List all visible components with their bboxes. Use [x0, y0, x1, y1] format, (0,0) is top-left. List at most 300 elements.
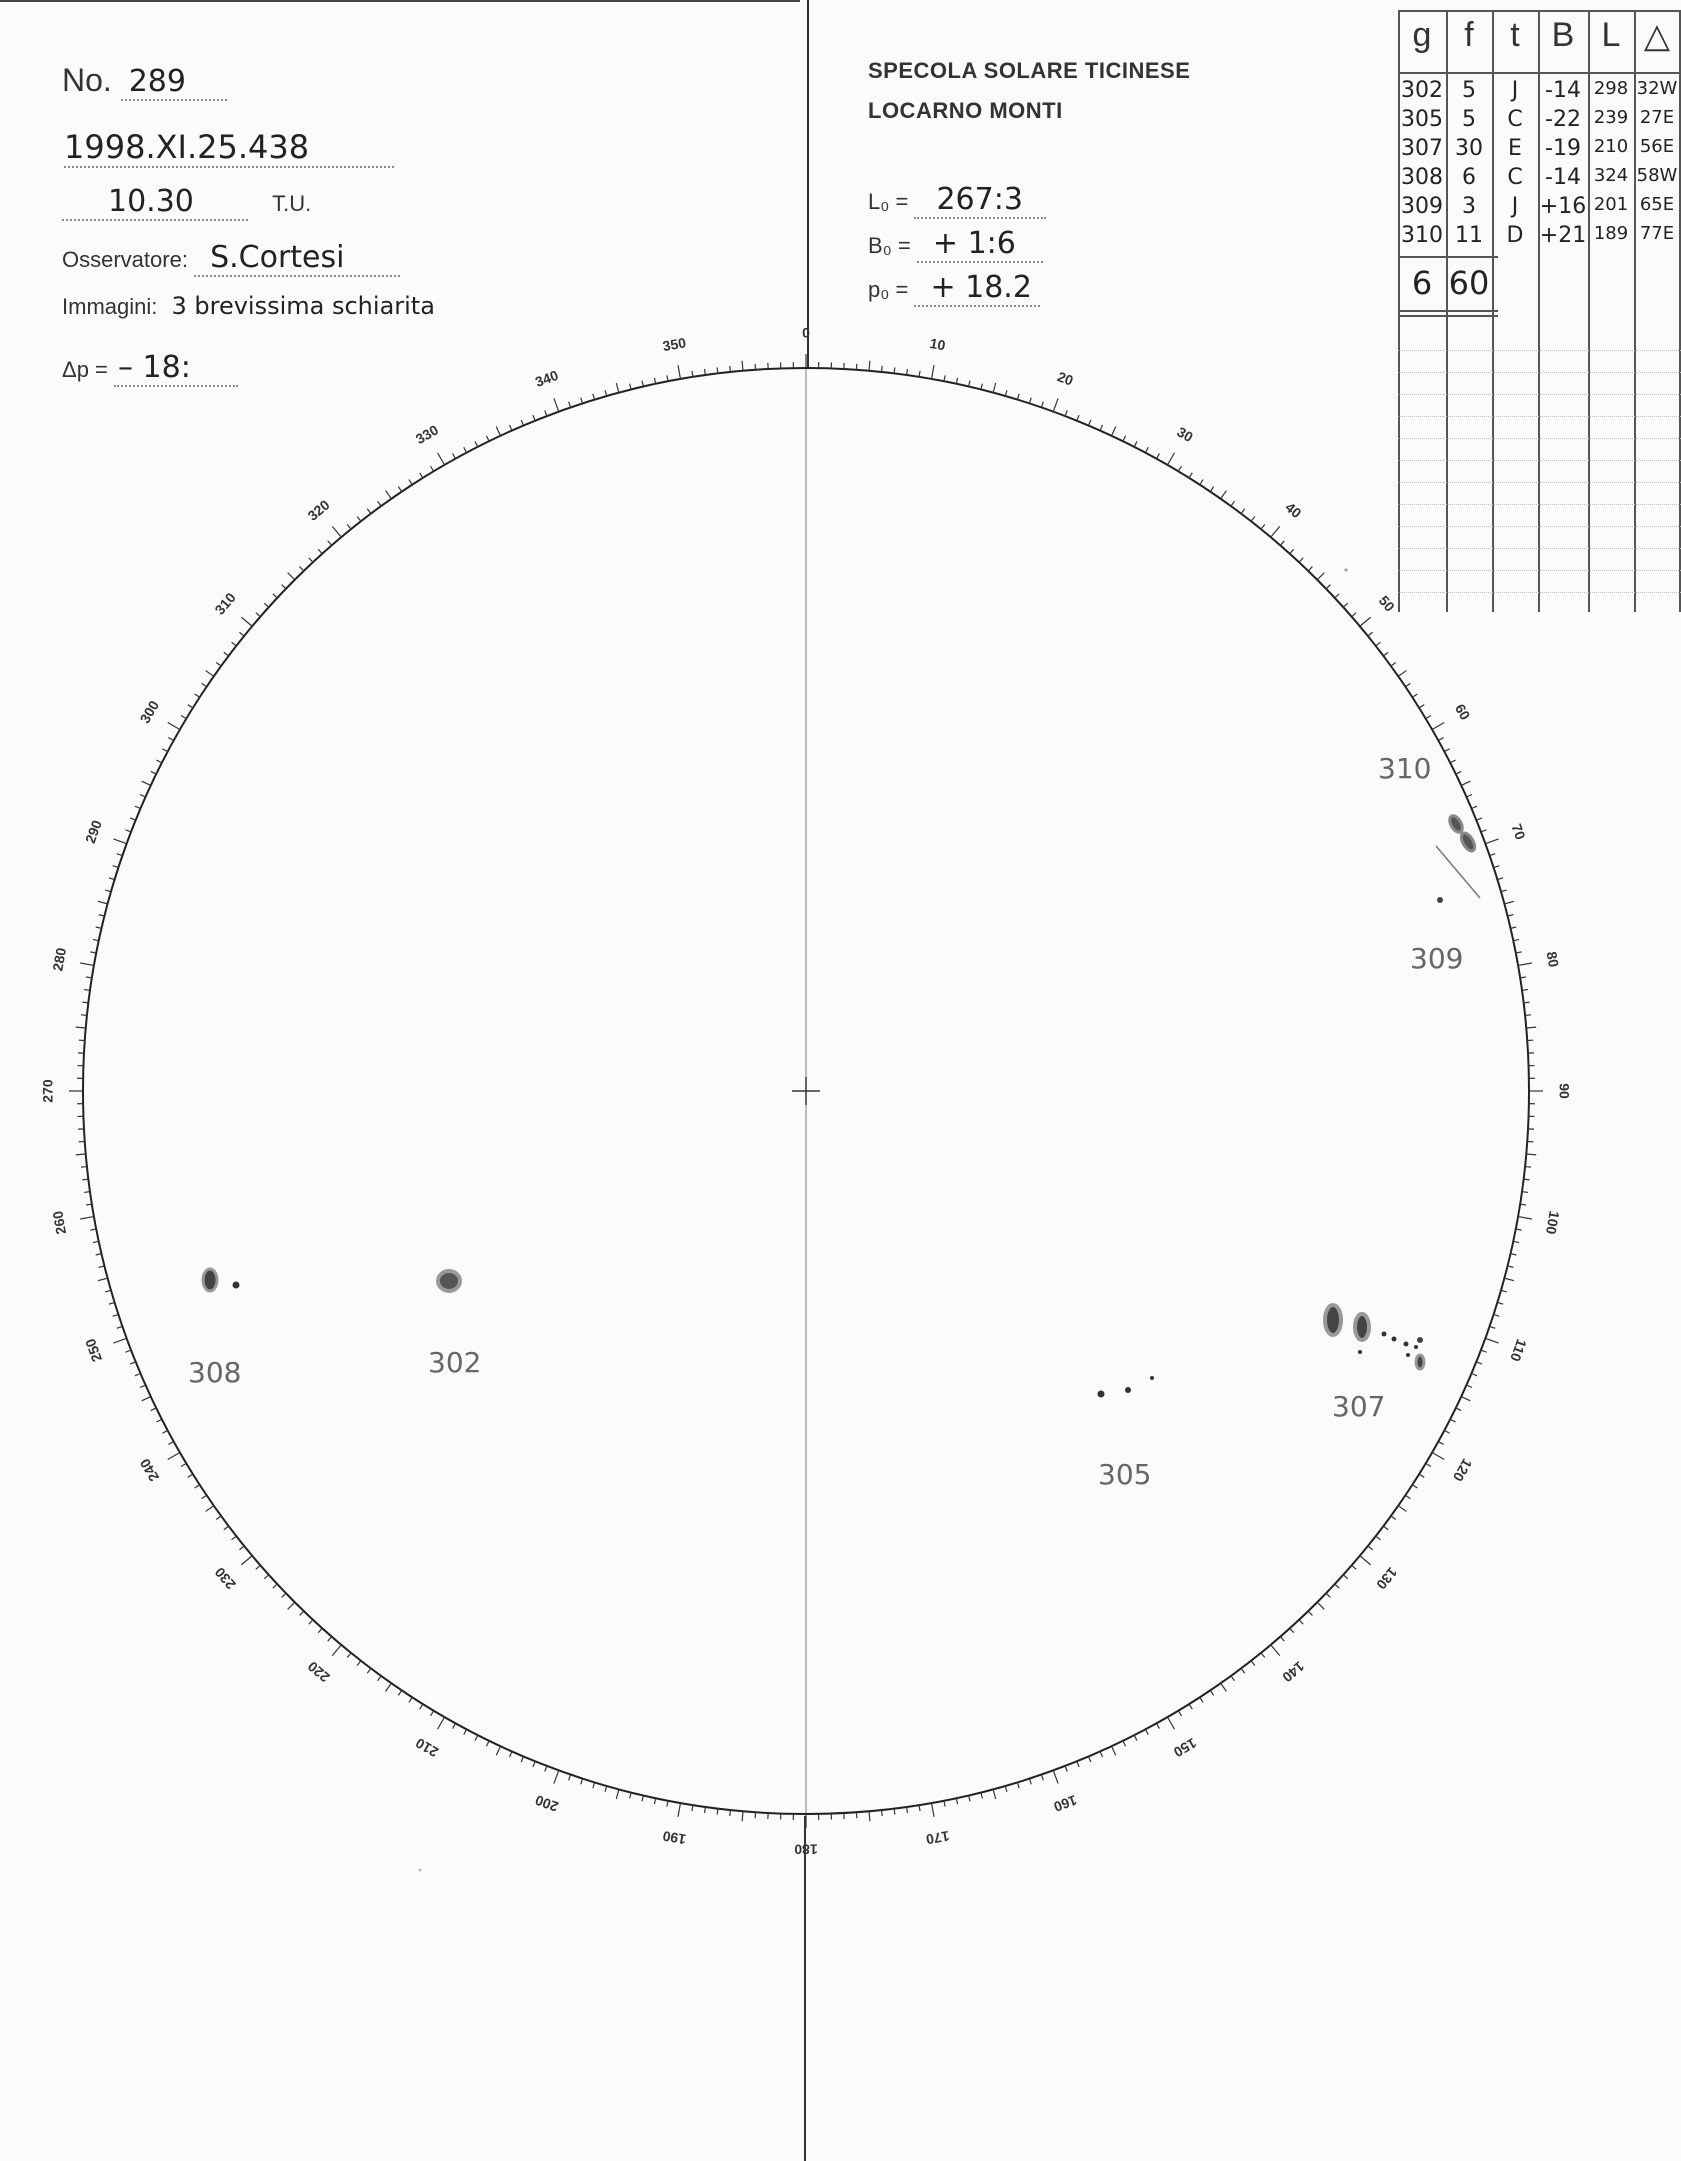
degree-tick: [328, 541, 332, 546]
degree-tick: [1326, 1593, 1330, 1597]
degree-tick: [1100, 425, 1102, 430]
degree-tick: [206, 671, 214, 677]
degree-tick: [981, 1793, 982, 1799]
degree-tick: [869, 361, 870, 371]
degree-tick: [206, 1506, 214, 1512]
degree-tick: [569, 402, 571, 408]
degree-tick: [969, 381, 970, 387]
degree-tick: [581, 1779, 583, 1785]
degree-tick: [1168, 453, 1175, 465]
degree-tick: [1450, 1419, 1455, 1422]
degree-tick: [1251, 517, 1255, 522]
degree-tick: [1065, 1766, 1067, 1772]
degree-tick: [1271, 526, 1280, 537]
degree-label: 120: [1449, 1456, 1476, 1485]
degree-tick: [1508, 1266, 1514, 1267]
degree-tick: [332, 1645, 341, 1656]
degree-tick: [386, 1683, 392, 1691]
degree-tick: [1178, 1711, 1181, 1716]
table-cell: +21: [1539, 223, 1587, 248]
degree-label: 190: [661, 1827, 688, 1848]
table-cell: 310: [1401, 223, 1443, 248]
group-label-309: 309: [1410, 942, 1464, 975]
col-header-L: L: [1601, 16, 1621, 54]
degree-label: 230: [211, 1564, 239, 1593]
degree-tick: [195, 694, 200, 697]
degree-tick: [109, 1302, 115, 1304]
degree-tick: [1419, 1474, 1424, 1477]
degree-tick: [1088, 420, 1090, 426]
degree-tick: [1145, 447, 1148, 452]
degree-tick: [616, 383, 619, 393]
degree-tick: [1501, 890, 1507, 892]
degree-tick: [742, 361, 743, 371]
degree-tick: [605, 1786, 607, 1792]
L0-value: 267:3: [914, 182, 1046, 219]
degree-tick: [1520, 1204, 1526, 1205]
degree-tick: [593, 394, 595, 400]
degree-tick: [521, 1757, 523, 1763]
table-top-line: [1398, 10, 1681, 12]
degree-tick: [1490, 1326, 1496, 1328]
degree-tick: [1241, 1668, 1245, 1673]
degree-tick: [202, 1495, 207, 1498]
dp-value: – 18:: [114, 350, 238, 387]
degree-tick: [1426, 1463, 1431, 1466]
degree-tick: [956, 378, 957, 384]
degree-tick: [1456, 771, 1461, 774]
degree-tick: [168, 1442, 173, 1445]
degree-tick: [239, 1546, 244, 1550]
degree-label: 290: [81, 817, 105, 846]
degree-tick: [93, 1241, 99, 1242]
table-cell: -14: [1545, 78, 1581, 103]
degree-tick: [188, 705, 193, 708]
degree-tick: [642, 381, 643, 387]
degree-tick: [1494, 866, 1500, 868]
degree-tick: [438, 453, 445, 465]
degree-tick: [1525, 1015, 1531, 1016]
degree-tick: [81, 1167, 87, 1168]
degree-tick: [76, 1027, 86, 1028]
degree-tick: [1112, 427, 1116, 436]
degree-tick: [84, 990, 90, 991]
degree-tick: [1522, 990, 1528, 991]
totals-line-top: [1398, 256, 1498, 258]
degree-tick: [932, 365, 934, 379]
degree-tick: [431, 466, 434, 471]
degree-tick: [1134, 1735, 1137, 1740]
degree-tick: [130, 1362, 136, 1364]
degree-tick: [1398, 671, 1406, 677]
degree-label: 160: [1051, 1792, 1080, 1816]
degree-tick: [98, 901, 108, 904]
degree-tick: [509, 1751, 511, 1756]
degree-tick: [1041, 402, 1043, 408]
degree-label: 330: [412, 421, 441, 448]
degree-tick: [509, 425, 511, 430]
degree-tick: [654, 378, 655, 384]
degree-tick: [1481, 830, 1487, 832]
degree-tick: [692, 371, 693, 377]
degree-tick: [1508, 915, 1514, 916]
degree-tick: [357, 517, 361, 522]
degree-tick: [1526, 1027, 1536, 1028]
degree-tick: [117, 854, 123, 856]
degree-tick: [453, 453, 456, 458]
col-header-t: t: [1510, 16, 1520, 54]
degree-tick: [1391, 1516, 1396, 1520]
table-cell: -22: [1545, 107, 1581, 132]
degree-tick: [496, 427, 500, 436]
table-cell: 239: [1593, 107, 1629, 128]
degree-tick: [256, 613, 261, 617]
degree-label: 100: [1542, 1209, 1563, 1236]
degree-tick: [135, 1373, 141, 1375]
degree-tick: [1077, 415, 1079, 421]
degree-tick: [1065, 410, 1067, 416]
degree-tick: [1472, 1373, 1478, 1375]
table-col-line: [1588, 10, 1590, 612]
degree-tick: [273, 1584, 277, 1588]
degree-tick: [156, 760, 161, 763]
table-cell: 307: [1401, 136, 1443, 161]
degree-tick: [140, 1385, 145, 1387]
degree-tick: [1053, 1770, 1058, 1783]
degree-tick: [318, 549, 322, 553]
degree-label: 70: [1508, 821, 1529, 842]
degree-tick: [202, 683, 207, 686]
degree-tick: [1526, 1154, 1536, 1155]
sunspot-groups-table: [1398, 10, 1681, 612]
table-empty-row-line: [1398, 350, 1681, 351]
table-cell: 189: [1593, 223, 1629, 244]
degree-tick: [431, 1711, 434, 1716]
faint-speck: [419, 1869, 422, 1872]
degree-tick: [1405, 1495, 1410, 1498]
degree-tick: [1383, 652, 1388, 656]
degree-tick: [1200, 1697, 1203, 1702]
degree-label: 280: [49, 946, 70, 973]
degree-label: 30: [1174, 423, 1196, 446]
degree-tick: [1343, 603, 1347, 607]
table-cell: 305: [1401, 107, 1443, 132]
degree-tick: [554, 398, 559, 411]
table-cell: J: [1511, 78, 1519, 103]
table-empty-row-line: [1398, 592, 1681, 593]
degree-tick: [125, 830, 131, 832]
degree-tick: [1299, 558, 1303, 562]
degree-tick: [554, 1770, 559, 1783]
p0-value: + 18.2: [914, 270, 1040, 307]
table-empty-row-line: [1398, 570, 1681, 571]
degree-tick: [1485, 839, 1498, 844]
degree-tick: [125, 1350, 131, 1352]
degree-tick: [195, 1485, 200, 1488]
degree-tick: [1335, 1584, 1339, 1588]
degree-tick: [1501, 1290, 1507, 1292]
table-cell: E: [1508, 136, 1522, 161]
degree-tick: [84, 1192, 90, 1193]
degree-tick: [1497, 1302, 1503, 1304]
degree-tick: [717, 367, 718, 373]
degree-tick: [241, 617, 252, 626]
degree-tick: [1112, 1746, 1116, 1755]
degree-tick: [140, 794, 145, 796]
degree-tick: [642, 1795, 643, 1801]
degree-tick: [438, 1717, 445, 1729]
degree-tick: [1520, 977, 1526, 978]
table-empty-row-line: [1398, 460, 1681, 461]
degree-tick: [944, 1801, 945, 1807]
degree-label: 60: [1451, 701, 1474, 723]
degree-tick: [882, 366, 883, 372]
degree-label: 90: [1556, 1083, 1573, 1099]
degree-tick: [521, 420, 523, 426]
degree-tick: [282, 1593, 286, 1597]
degree-tick: [288, 573, 295, 580]
degree-tick: [1494, 1314, 1500, 1316]
degree-tick: [1398, 1506, 1406, 1512]
degree-tick: [168, 738, 173, 741]
degree-tick: [113, 1314, 119, 1316]
degree-tick: [1017, 1782, 1019, 1788]
degree-tick: [1497, 878, 1503, 880]
degree-tick: [151, 771, 156, 774]
table-cell: 298: [1593, 78, 1629, 99]
degree-tick: [378, 501, 382, 506]
degree-tick: [1335, 594, 1339, 598]
degree-label: 200: [532, 1792, 561, 1816]
degree-tick: [1029, 1779, 1031, 1785]
degree-tick: [224, 652, 229, 656]
table-cell: C: [1507, 107, 1523, 132]
degree-tick: [162, 1430, 167, 1433]
degree-tick: [1518, 963, 1532, 965]
p0-label: p₀ =: [868, 277, 909, 302]
degree-tick: [533, 415, 535, 421]
table-cell: 58W: [1636, 165, 1678, 186]
degree-tick: [1326, 585, 1330, 589]
degree-tick: [1513, 1241, 1519, 1242]
degree-label: 50: [1375, 592, 1399, 615]
table-cell: 77E: [1639, 223, 1675, 244]
number-value: 289: [121, 64, 227, 101]
degree-tick: [282, 585, 286, 589]
sunspot-group-305: [1098, 1376, 1155, 1398]
degree-tick: [386, 491, 392, 499]
degree-tick: [630, 1793, 631, 1799]
degree-tick: [90, 1229, 96, 1230]
degree-tick: [113, 839, 126, 844]
degree-tick: [113, 1338, 126, 1343]
col-header-delta: △: [1643, 17, 1671, 55]
degree-tick: [409, 480, 412, 485]
number-label: No.: [62, 62, 112, 98]
degree-tick: [347, 524, 351, 529]
institute-location: LOCARNO MONTI: [868, 98, 1063, 123]
degree-tick: [907, 369, 908, 375]
degree-tick: [1466, 1385, 1471, 1387]
degree-label: 210: [412, 1734, 441, 1761]
degree-tick: [1317, 1602, 1324, 1609]
table-cell: 11: [1455, 223, 1483, 248]
degree-label: 40: [1282, 498, 1305, 522]
degree-tick: [1041, 1775, 1043, 1781]
degree-tick: [82, 1002, 88, 1003]
degree-tick: [93, 939, 99, 940]
degree-tick: [81, 1015, 87, 1016]
table-empty-row-line: [1398, 548, 1681, 549]
degree-tick: [969, 1795, 970, 1801]
degree-tick: [1189, 473, 1192, 478]
degree-tick: [328, 1637, 332, 1642]
degree-tick: [545, 1766, 547, 1772]
table-cell: 324: [1593, 165, 1629, 186]
degree-tick: [907, 1807, 908, 1813]
degree-tick: [993, 383, 996, 393]
degree-tick: [1005, 1786, 1007, 1792]
degree-label: 320: [304, 496, 333, 524]
degree-tick: [181, 716, 186, 719]
degree-tick: [1476, 1362, 1482, 1364]
dp-label: Δp =: [62, 357, 108, 382]
degree-tick: [1456, 1408, 1461, 1411]
degree-tick: [1029, 398, 1031, 404]
degree-tick: [464, 1729, 467, 1734]
degree-tick: [1490, 854, 1496, 856]
degree-tick: [932, 1803, 934, 1817]
degree-tick: [1299, 1620, 1303, 1624]
degree-tick: [264, 1575, 268, 1579]
group-label-310: 310: [1378, 752, 1432, 785]
degree-tick: [475, 1735, 478, 1740]
degree-tick: [241, 1556, 252, 1565]
degree-tick: [1210, 487, 1213, 492]
degree-tick: [1466, 794, 1471, 796]
degree-tick: [730, 366, 731, 372]
degree-tick: [667, 1801, 668, 1807]
group-label-307: 307: [1332, 1390, 1386, 1423]
degree-tick: [993, 1789, 996, 1799]
table-cell: 302: [1401, 78, 1443, 103]
table-cell: 210: [1593, 136, 1629, 157]
degree-tick: [667, 375, 668, 381]
table-cell: 65E: [1639, 194, 1675, 215]
degree-tick: [420, 473, 423, 478]
institute-name: SPECOLA SOLARE TICINESE: [868, 58, 1191, 83]
degree-tick: [142, 1397, 151, 1401]
degree-tick: [1261, 1653, 1265, 1658]
degree-tick: [1438, 738, 1443, 741]
degree-tick: [96, 927, 102, 928]
table-cell: 30: [1455, 136, 1483, 161]
degree-tick: [1280, 1637, 1284, 1642]
degree-tick: [1376, 1536, 1381, 1540]
observation-date: 1998.XI.25.438: [64, 128, 394, 168]
table-cell: 56E: [1639, 136, 1675, 157]
degree-tick: [464, 447, 467, 452]
degree-tick: [882, 1810, 883, 1816]
degree-tick: [545, 410, 547, 416]
degree-tick: [90, 952, 96, 953]
degree-tick: [1368, 632, 1373, 636]
L0-label: L₀ =: [868, 189, 909, 214]
degree-tick: [919, 1805, 920, 1811]
degree-tick: [1444, 749, 1449, 752]
degree-tick: [1444, 1430, 1449, 1433]
degree-tick: [1261, 524, 1265, 529]
table-empty-row-line: [1398, 372, 1681, 373]
col-header-B: B: [1551, 16, 1575, 54]
degree-tick: [1368, 1546, 1373, 1550]
degree-tick: [1504, 901, 1514, 904]
degree-tick: [409, 1697, 412, 1702]
table-cell: 6: [1462, 165, 1476, 190]
degree-tick: [232, 642, 237, 646]
degree-tick: [1476, 818, 1482, 820]
degree-label: 0: [802, 324, 810, 341]
degree-tick: [654, 1798, 655, 1804]
degree-label: 250: [81, 1336, 105, 1365]
degree-tick: [130, 818, 136, 820]
degree-tick: [1376, 642, 1381, 646]
degree-tick: [1481, 1350, 1487, 1352]
degree-tick: [300, 567, 304, 571]
degree-tick: [181, 1463, 186, 1466]
degree-tick: [76, 1154, 86, 1155]
degree-tick: [581, 398, 583, 404]
sunspot-group-307: [1325, 1305, 1424, 1369]
degree-tick: [98, 1278, 108, 1281]
group-label-302: 302: [428, 1346, 482, 1379]
degree-label: 20: [1055, 368, 1076, 389]
degree-tick: [1168, 1717, 1175, 1729]
table-cell: J: [1511, 194, 1519, 219]
table-empty-row-line: [1398, 416, 1681, 417]
degree-tick: [216, 1516, 221, 1520]
table-cell: D: [1506, 223, 1524, 248]
images-label: Immagini:: [62, 294, 158, 319]
degree-tick: [105, 890, 111, 892]
degree-tick: [1290, 549, 1294, 553]
degree-tick: [1221, 1683, 1227, 1691]
degree-tick: [1317, 573, 1324, 580]
observer-label: Osservatore:: [62, 247, 188, 272]
degree-tick: [1123, 436, 1126, 441]
group-label-305: 305: [1098, 1458, 1152, 1491]
images-value: 3 brevissima schiarita: [171, 292, 435, 320]
degree-tick: [113, 866, 119, 868]
degree-tick: [1145, 1729, 1148, 1734]
degree-tick: [1391, 663, 1396, 667]
degree-tick: [569, 1775, 571, 1781]
degree-tick: [1280, 541, 1284, 546]
degree-tick: [1077, 1761, 1079, 1767]
degree-tick: [1134, 441, 1137, 446]
degree-tick: [1525, 1167, 1531, 1168]
degree-tick: [1231, 1676, 1235, 1681]
degree-tick: [1251, 1661, 1255, 1666]
degree-tick: [162, 749, 167, 752]
degree-tick: [475, 441, 478, 446]
degree-tick: [1210, 1690, 1213, 1695]
degree-tick: [1178, 466, 1181, 471]
degree-tick: [1516, 952, 1522, 953]
degree-tick: [1383, 1526, 1388, 1530]
degree-tick: [1510, 927, 1516, 928]
table-cell: 27E: [1639, 107, 1675, 128]
